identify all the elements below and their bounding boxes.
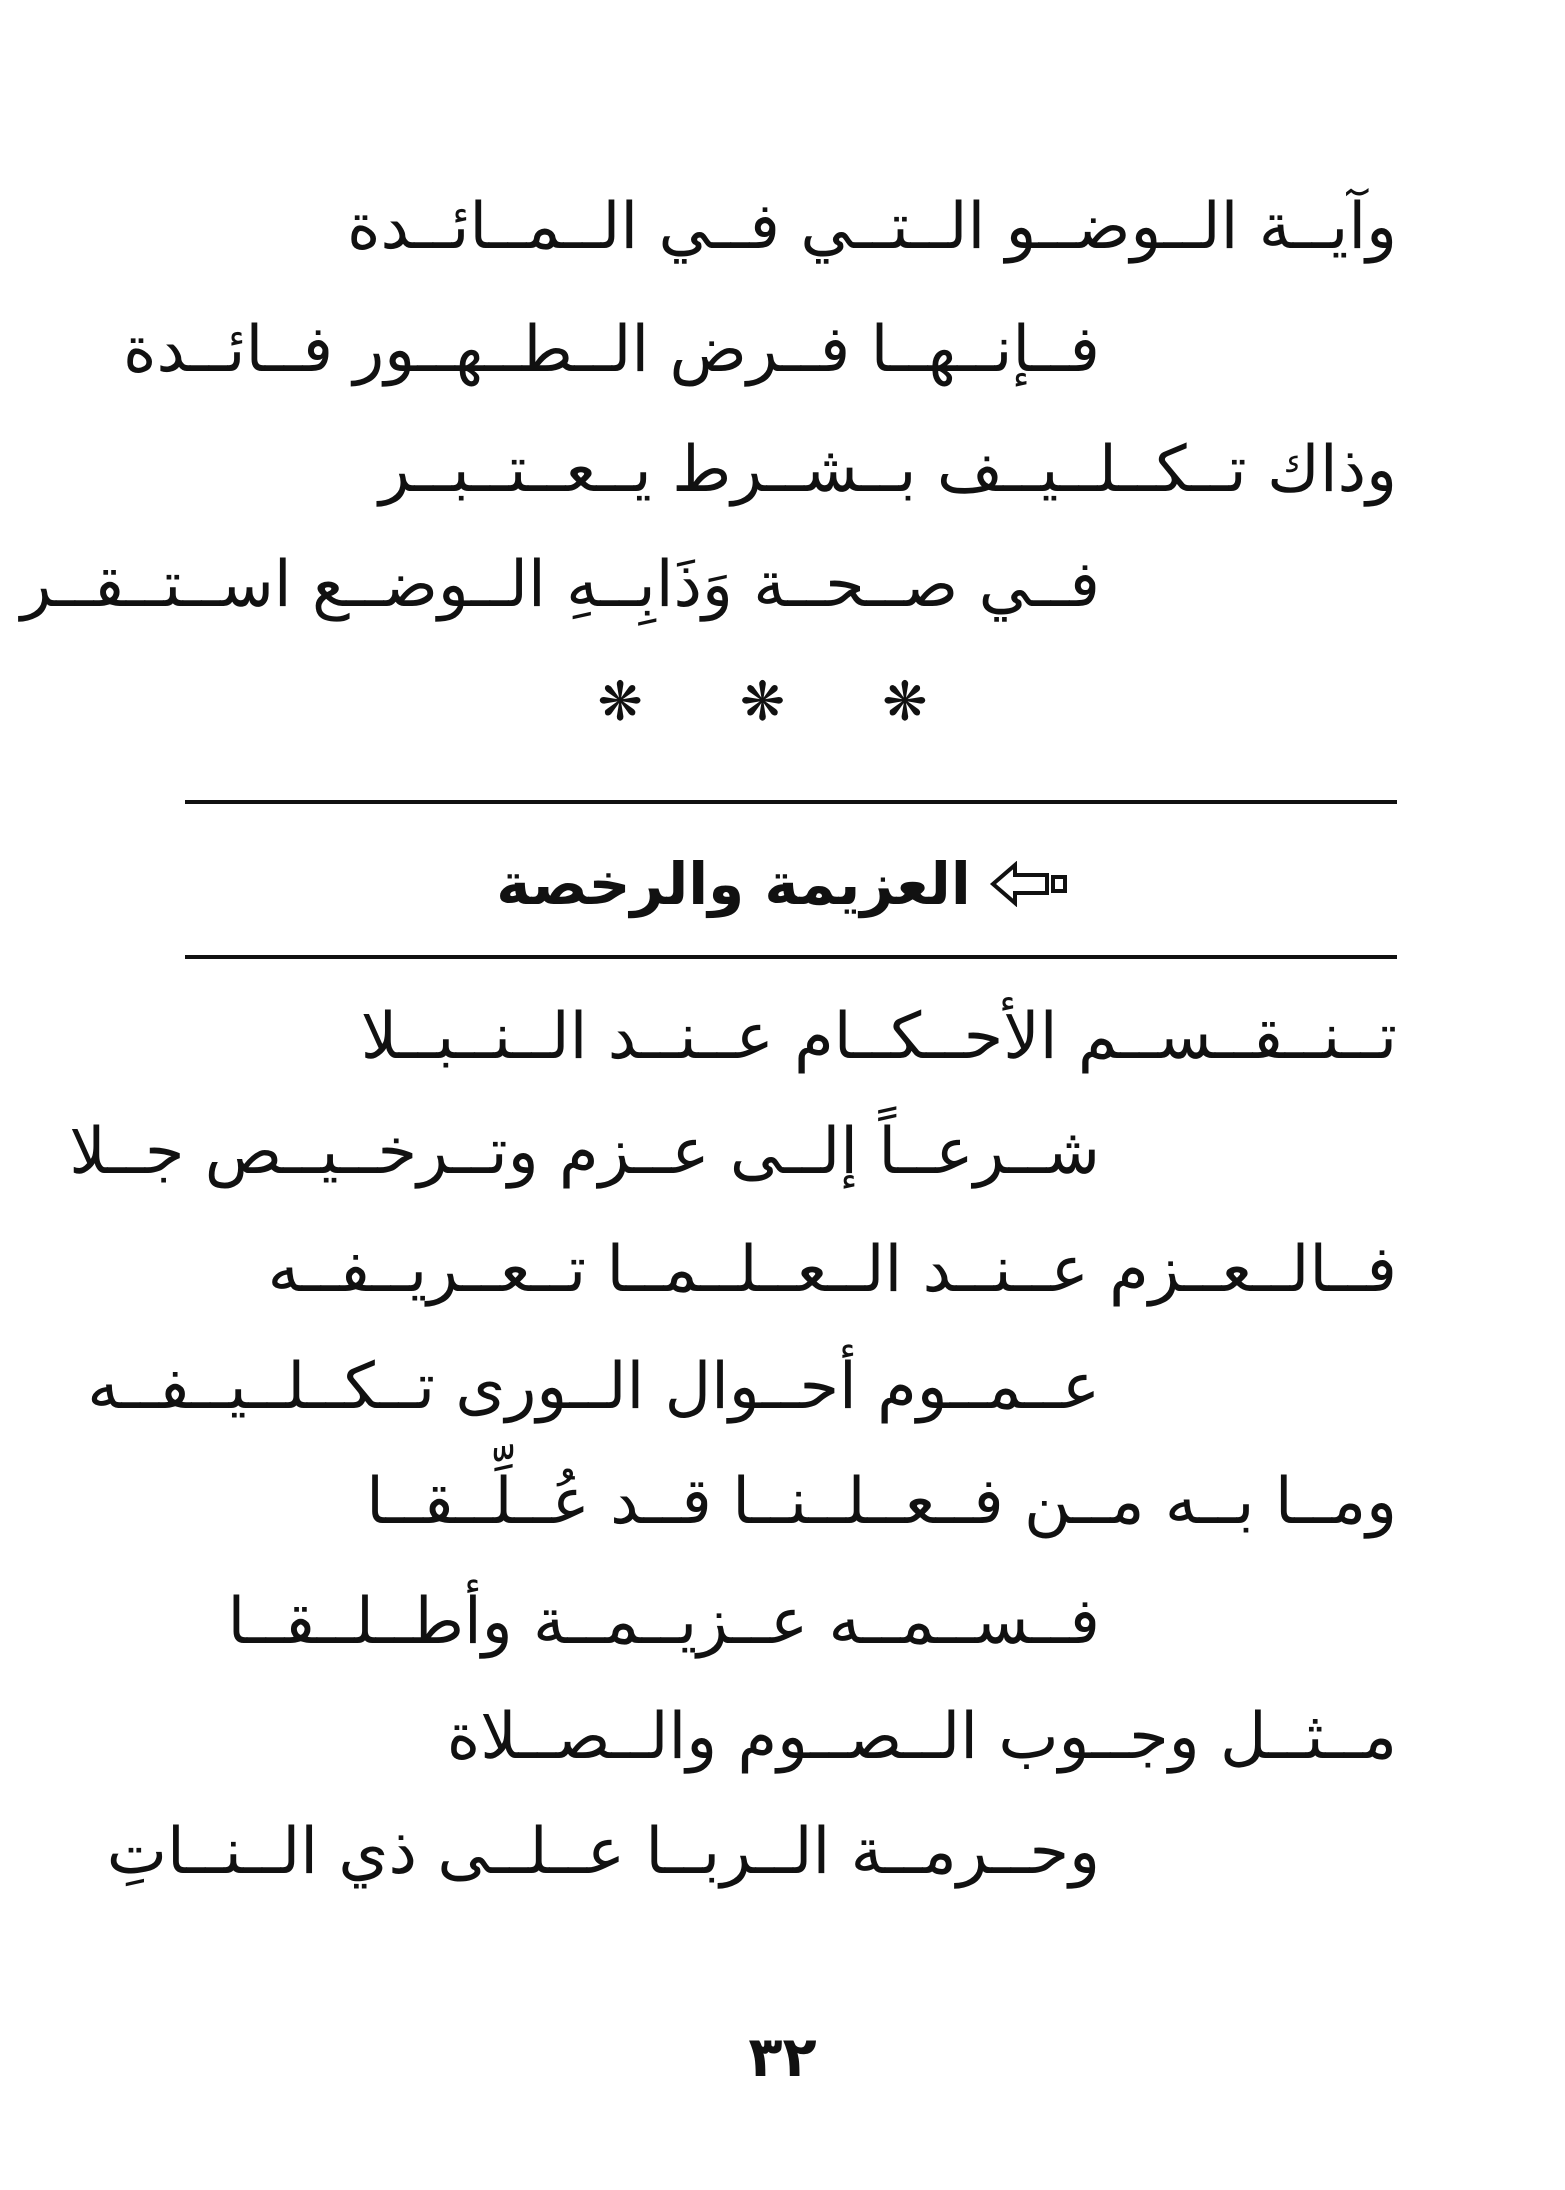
arrow-left-icon [989,861,1069,907]
verse-line-12: وحــرمــة الــربــا عــلــى ذي الــنــاتِ [106,1815,1100,1889]
top-divider [185,800,1397,804]
verse-line-5: تــنــقــســم الأحــكــام عــنــد الــنــبــلا [360,1000,1397,1074]
verse-line-3: وذاك تــكــلــيــف بــشــرط يــعــتــبــر [379,433,1397,507]
verse-line-10: فــســمــه عــزيــمــة وأطــلــقــا [227,1585,1100,1659]
verse-line-8: عــمــوم أحــوال الــورى تــكــلــيــفــه [87,1350,1100,1424]
verse-line-2: فــإنــهــا فــرض الــطــهــور فــائــدة [123,313,1100,387]
star-separator: ❋ ❋ ❋ [597,670,968,733]
bottom-divider [185,955,1397,959]
verse-line-4: فــي صــحــة وَذَابِــهِ الــوضــع اســتــقــر [20,548,1100,622]
verse-line-7: فــالــعــزم عــنــد الــعــلــمــا تــعــريــفــه [267,1233,1397,1307]
section-heading [0,850,1565,921]
verse-line-11: مــثــل وجــوب الــصــوم والــصــلاة [446,1700,1397,1774]
verse-line-1: وآيــة الــوضــو الــتــي فــي الــمــائــدة [346,190,1397,264]
verse-line-6: شــرعــاً إلــى عــزم وتــرخــيــص جــلا [69,1115,1100,1189]
page-number: ٣٢ [748,2025,817,2090]
verse-line-9: ومــا بــه مــن فــعــلــنــا قــد عُــلِّــقــا [366,1465,1397,1539]
section-title: العزيمة والرخصة [496,850,971,918]
